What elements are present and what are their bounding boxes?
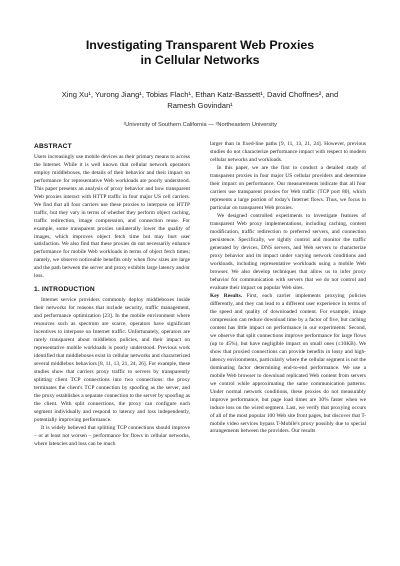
left-column xyxy=(34,143,190,449)
abstract-heading: ABSTRACT xyxy=(34,143,72,150)
authors-line-2: Ramesh Govindan¹ xyxy=(167,100,233,110)
body-paragraph-2: In this paper, we are the first to conduct a detailed study of transparent proxies in four major US cellular providers and determine their impact on performance. Our measurements indicate that all four carriers use transparent proxies for Web traffic (TCP port 80), which represents a large portion of today's Internet flows. Thus, we focus in particular on transparent Web proxies. xyxy=(210,165,366,212)
body-paragraph-3: We designed controlled experiments to investigate features of transparent Web proxy implementations, including caching, content modification, traffic redirection to preferred servers, and connection persistence. Specifically, we tightly control and monitor the traffic generated by devices, DNS servers, and Web servers to characterize proxy behavior and its impact under varying network conditions and workloads, including representative workloads using a mobile Web browser. We also develop techniques that allow us to infer proxy behavior for communication with servers that we do not control and evaluate their impact on popular Web sites. xyxy=(210,213,366,291)
body-paragraph-continued: larger than in fixed-line paths [9, 11, 13, 21, 24]. However, previous studies do not characterize performance impact with respect to modern cellular networks and workloads. xyxy=(210,141,366,163)
key-results-label: Key Results. xyxy=(210,293,243,300)
introduction-paragraph-1: Internet service providers commonly deploy middleboxes inside their networks for reasons that include security, traffic management, and performance optimization [23]. In the mobile environment where resources such as spectrum are scarce, operators have significant incentives to interpose on Internet traffic. Unfortunately, operators are rarely transparent about middlebox policies, and their impact on representative mobile workloads is poorly understood. Previous work identified that middleboxes exist in cellular networks and characterized several middlebox behaviors [8, 11, 13, 21, 24, 26]. For example, these studies show that carriers proxy traffic to servers by transparently splitting client TCP connections into two connections: the proxy terminates the client's TCP connection by spoofing as the server, and the proxy establishes a separate connection to the server by spoofing as the client. With split connections, the proxy can configure each segment individually and respond to latency and loss independently, potentially improving performance. xyxy=(34,297,190,423)
authors-line-1: Xing Xu¹, Yurong Jiang¹, Tobias Flach¹, Ethan Katz-Bassett¹, David Choffnes², and xyxy=(61,90,339,99)
key-results-text: First, each carrier implements proxying policies differently, and they can lead to a different user experience in terms of the speed and quality of downloaded content. For example, image compression can reduce download time by a factor of five, but caching content has little impact on performance in our experiments. Second, we observe that split connections improve performance for large flows (up to 45%), but have negligible impact on small ones (≤10KB). We show that proxied connections can provide benefits in lossy and high-latency environments, particularly where the cellular segment is not the dominating factor determining end-to-end performance. We use a mobile Web browser to download replicated Web content from servers we control while approximating the same communication patterns. Under normal network conditions, these proxies do not measurably improve performance, but page load times are 30% faster when we induce loss on the wired segment. Last, we verify that proxying occurs of all of the most popular 100 Web site front pages, but discover that T-mobile video services bypass T-Mobile's proxy possibly due to special arrangements between the providers. Our results xyxy=(210,293,366,435)
paper-title xyxy=(0,38,400,68)
introduction-heading: 1. INTRODUCTION xyxy=(34,286,95,294)
abstract-text: Users increasingly use mobile devices as their primary means to access the Internet. While it is well known that cellular network operators employ middleboxes, the details of their behavior and their impact on performance for representative Web workloads are poorly understood. This paper presents an analysis of proxy behavior and how transparent Web proxies interact with HTTP traffic in four major US cell carriers. We find that all four carriers use these proxies to interpose on HTTP traffic, but they vary in terms of whether they perform object caching, traffic redirection, image compression, and connection reuse. For example, some transparent proxies unilaterally lower the quality of images, which improves object fetch time but may hurt user satisfaction. We also find that these proxies do not necessarily enhance performance for mobile Web workloads in terms of object fetch times; namely, we observe noticeable benefits only when flow sizes are large and the path between the server and proxy exhibits large latency and/or loss. xyxy=(34,154,190,280)
title-line-1: Investigating Transparent Web Proxies xyxy=(85,38,315,52)
affiliations: ¹University of Southern California — ²Northeastern University xyxy=(123,122,277,128)
author-list xyxy=(20,90,380,111)
right-column xyxy=(210,141,366,436)
introduction-paragraph-2: It is widely believed that splitting TCP connections should improve – or at least not worsen – performance for flows in cellular networks, where latencies and loss can be much xyxy=(34,424,190,447)
title-line-2: in Cellular Networks xyxy=(140,53,260,67)
key-results-paragraph xyxy=(210,293,366,436)
